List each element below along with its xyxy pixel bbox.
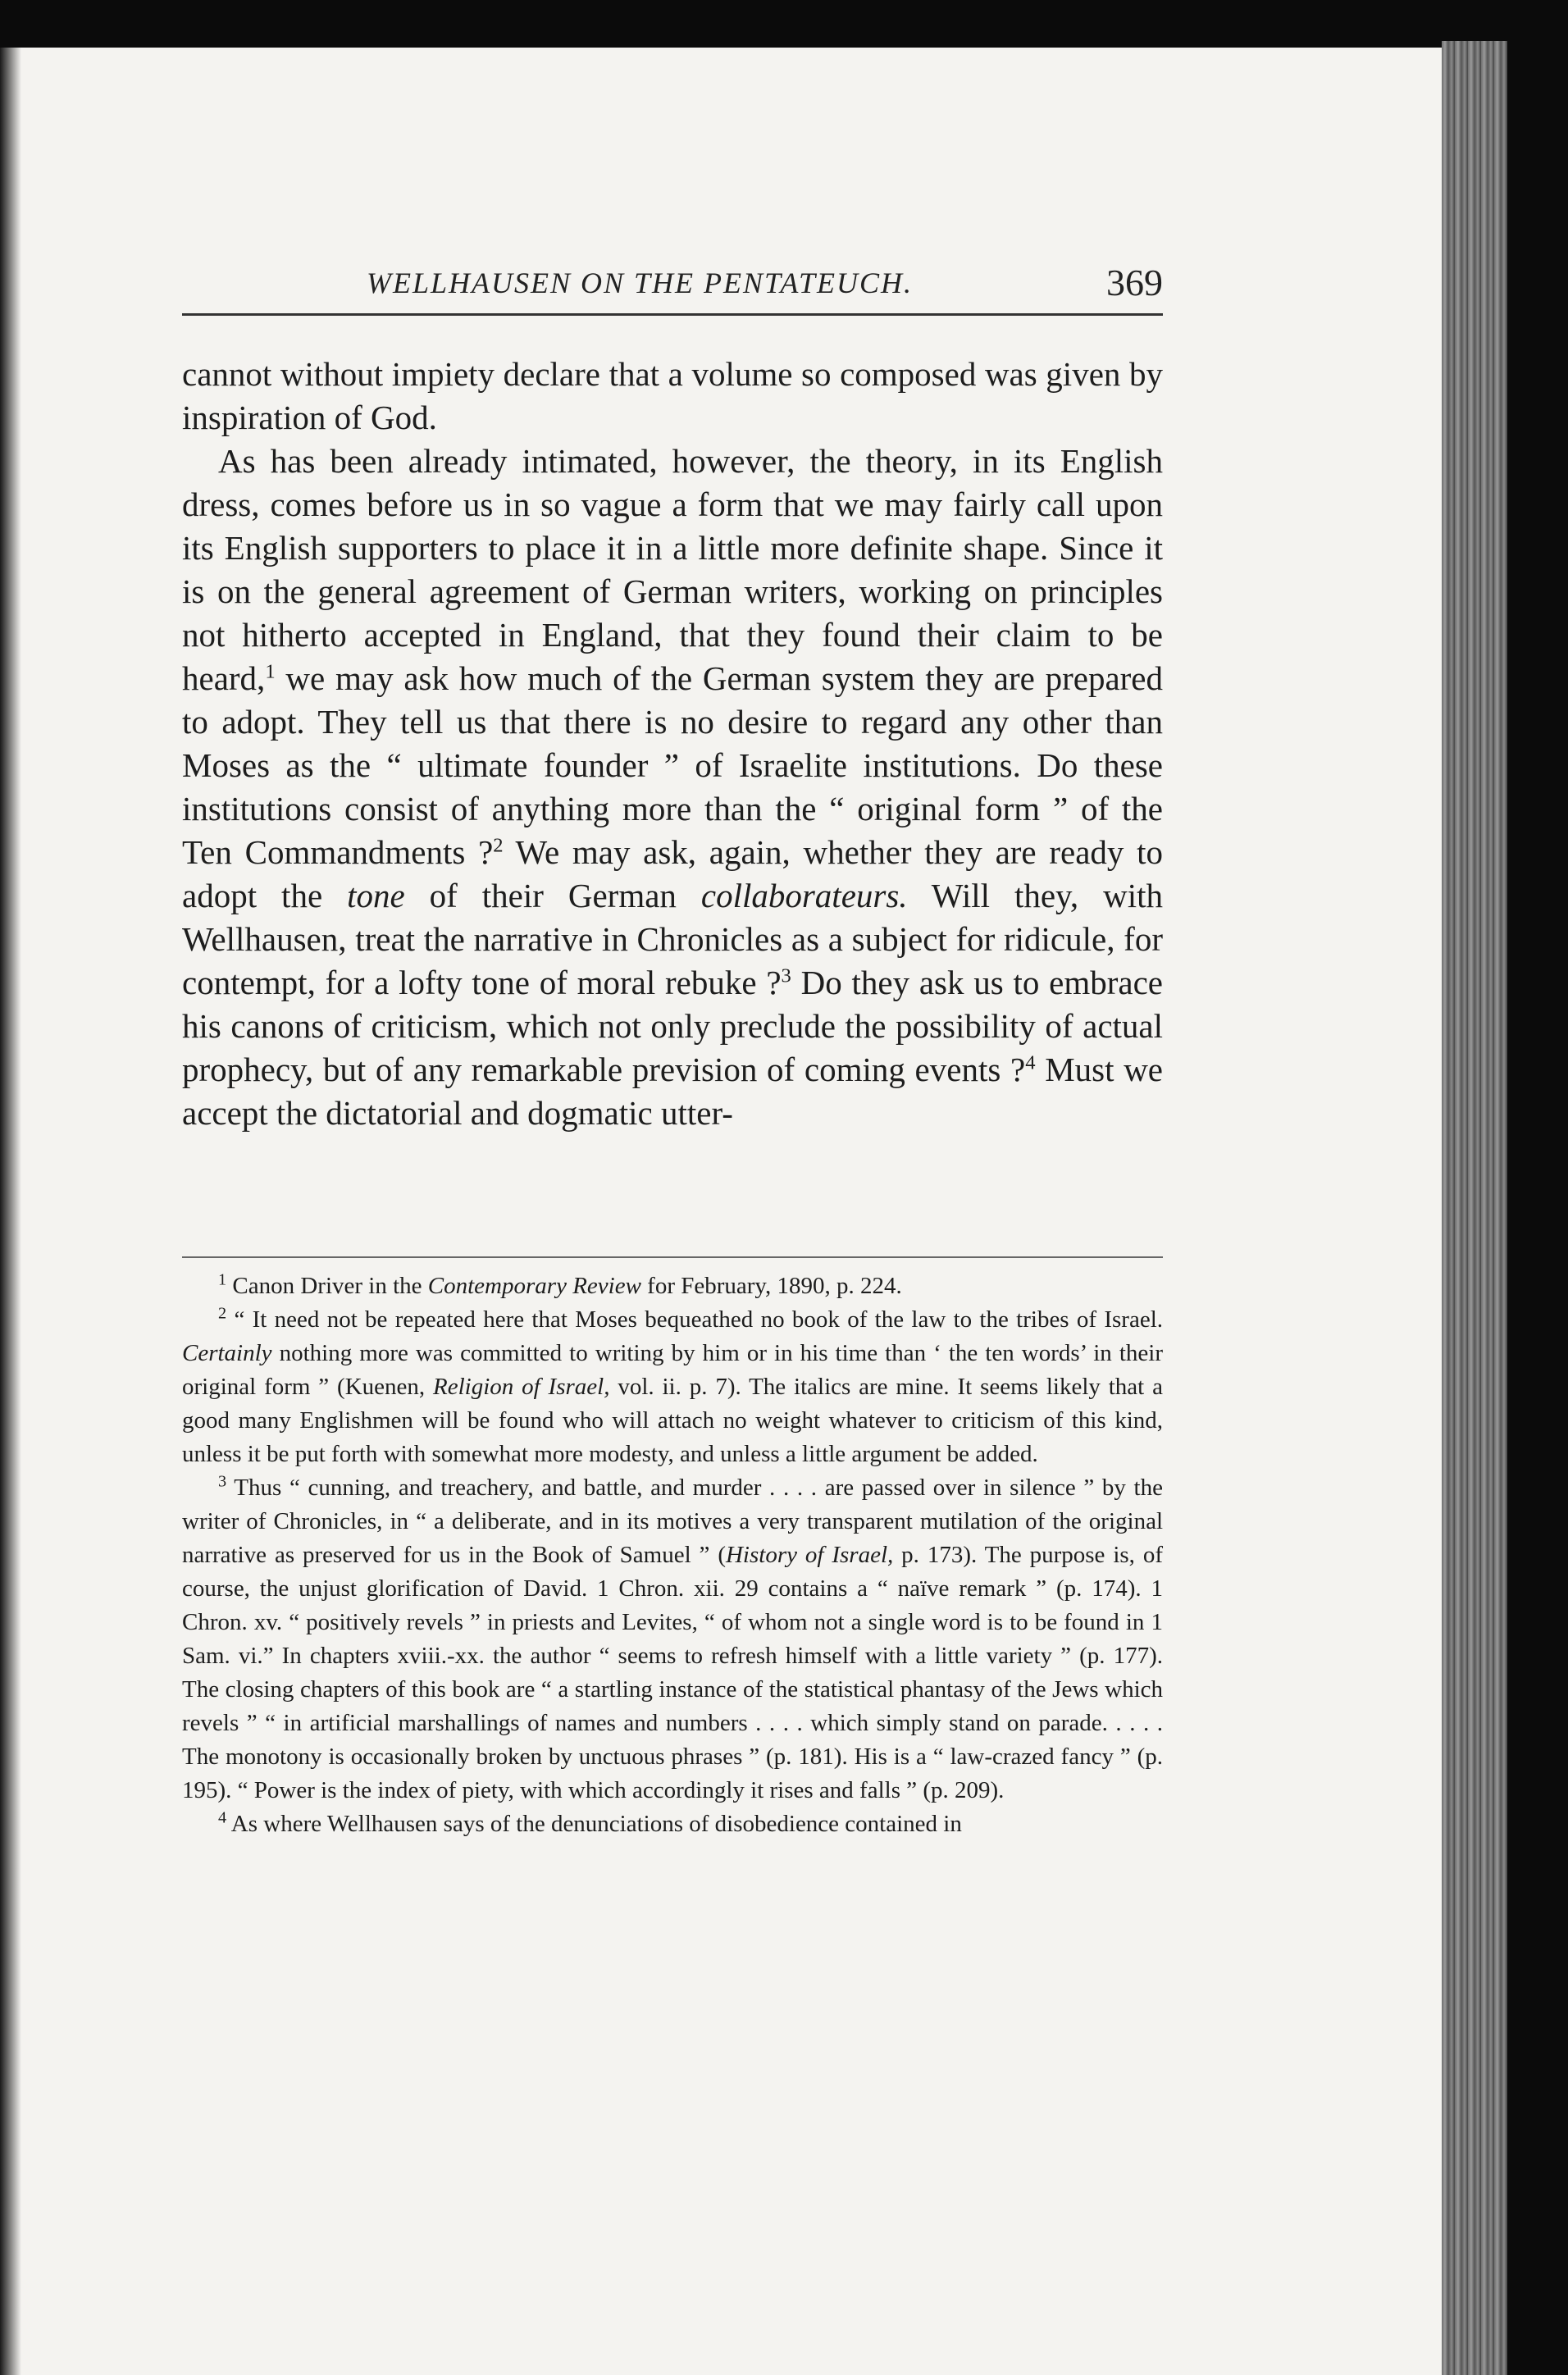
book-page-edges xyxy=(1442,41,1507,2375)
page-header xyxy=(182,261,1163,318)
page-gutter-shadow xyxy=(0,48,21,2375)
running-title: WELLHAUSEN ON THE PENTATEUCH. xyxy=(367,267,914,299)
main-text xyxy=(182,353,1163,1135)
footnote-ref-4: 4 xyxy=(1025,1051,1036,1074)
footnotes xyxy=(182,1270,1163,1841)
header-rule xyxy=(182,313,1163,316)
italic-collaborateurs: collaborateurs. xyxy=(700,877,908,914)
footnote-3: $^3$ Thus “ cunning, and treachery, and battle, and murder . . . . are passed over in silence ” by the writer of Chronicles, in “ a deliberate, and in its motives a very transparent mutilation of the original narrative as preserved for us in the Book of Samuel ” (History of Israel, p. 173). The purpose is, of course, the unjust glorification of David. 1 Chron. xii. 29 contains a “ naïve remark ” (p. 174). 1 Chron. xv. “ positively revels ” in priests and Levites, “ of whom not a single word is to be found in 1 Sam. vi.” In chapters xviii.-xx. the author “ seems to refresh himself with a little variety ” (p. 177). The closing chapters of this book are “ a startling instance of the statistical phantasy of the Jews which revels ” “ in artificial marshallings of names and numbers . . . . which simply stand on parade. . . . . The monotony is occasionally broken by unctuous phrases ” (p. 181). His is a “ law-crazed fancy ” (p. 195). “ Power is the index of piety, with which accordingly it rises and falls ” (p. 209). xyxy=(182,1472,1163,1803)
paragraph-1: cannot without impiety declare that a volume so composed was given by inspiration of God. xyxy=(182,355,1163,436)
footnote-ref-3: 3 xyxy=(781,964,791,987)
footnote-ref-2: 2 xyxy=(493,834,504,857)
footnote-2: $^2$ “ It need not be repeated here that Moses bequeathed no book of the law to the tribes of Israel. Certainly nothing more was committed to writing by him or in his time than ‘ the ten words’ in their original form ” (Kuenen, Religion of Israel, vol. ii. p. 7). The italics are mine. It seems likely that a good many Englishmen will be found who will attach no weight whatever to criticism of this kind, unless it be put forth with somewhat more modesty, and unless a little argument be added. xyxy=(182,1304,1164,1467)
paragraph-2: As has been already intimated, however, the theory, in its English dress, comes before us in so vague a form that we may fairly call upon its English supporters to place it in a little more definite shape. Since it is on the general agreement of German writers, working on principles not hitherto accepted in England, that they found their claim to be heard,$^1$ we may ask how much of the German system they are prepared to adopt. They tell us that there is no desire to regard any other than Moses as the “ ultimate founder ” of Israelite institutions. Do these institutions consist of anything more than the “ original form ” of the Ten Commandments ?$^2$ We may ask, again, whether they are ready to adopt the tone of their German collaborateurs. Will they, with Wellhausen, treat the narrative in Chronicles as a subject for ridicule, for contempt, for a lofty tone of moral rebuke ?$^3$ Do they ask us to embrace his canons of criticism, which not only preclude the possibility of actual prophecy, but of any remarkable prevision of coming events ?$^4$ Must we accept the dictatorial and dogmatic utter- xyxy=(182,442,1164,1132)
page-number: 369 xyxy=(1106,262,1163,303)
footnote-rule xyxy=(182,1256,1163,1258)
footnote-1: $^1$ Canon Driver in the Contemporary Review for February, 1890, p. 224. xyxy=(218,1270,902,1299)
footnote-4: $^4$ As where Wellhausen says of the denunciations of disobedience contained in xyxy=(218,1808,962,1837)
italic-tone: tone xyxy=(347,877,405,914)
footnote-ref-1: 1 xyxy=(265,660,276,683)
